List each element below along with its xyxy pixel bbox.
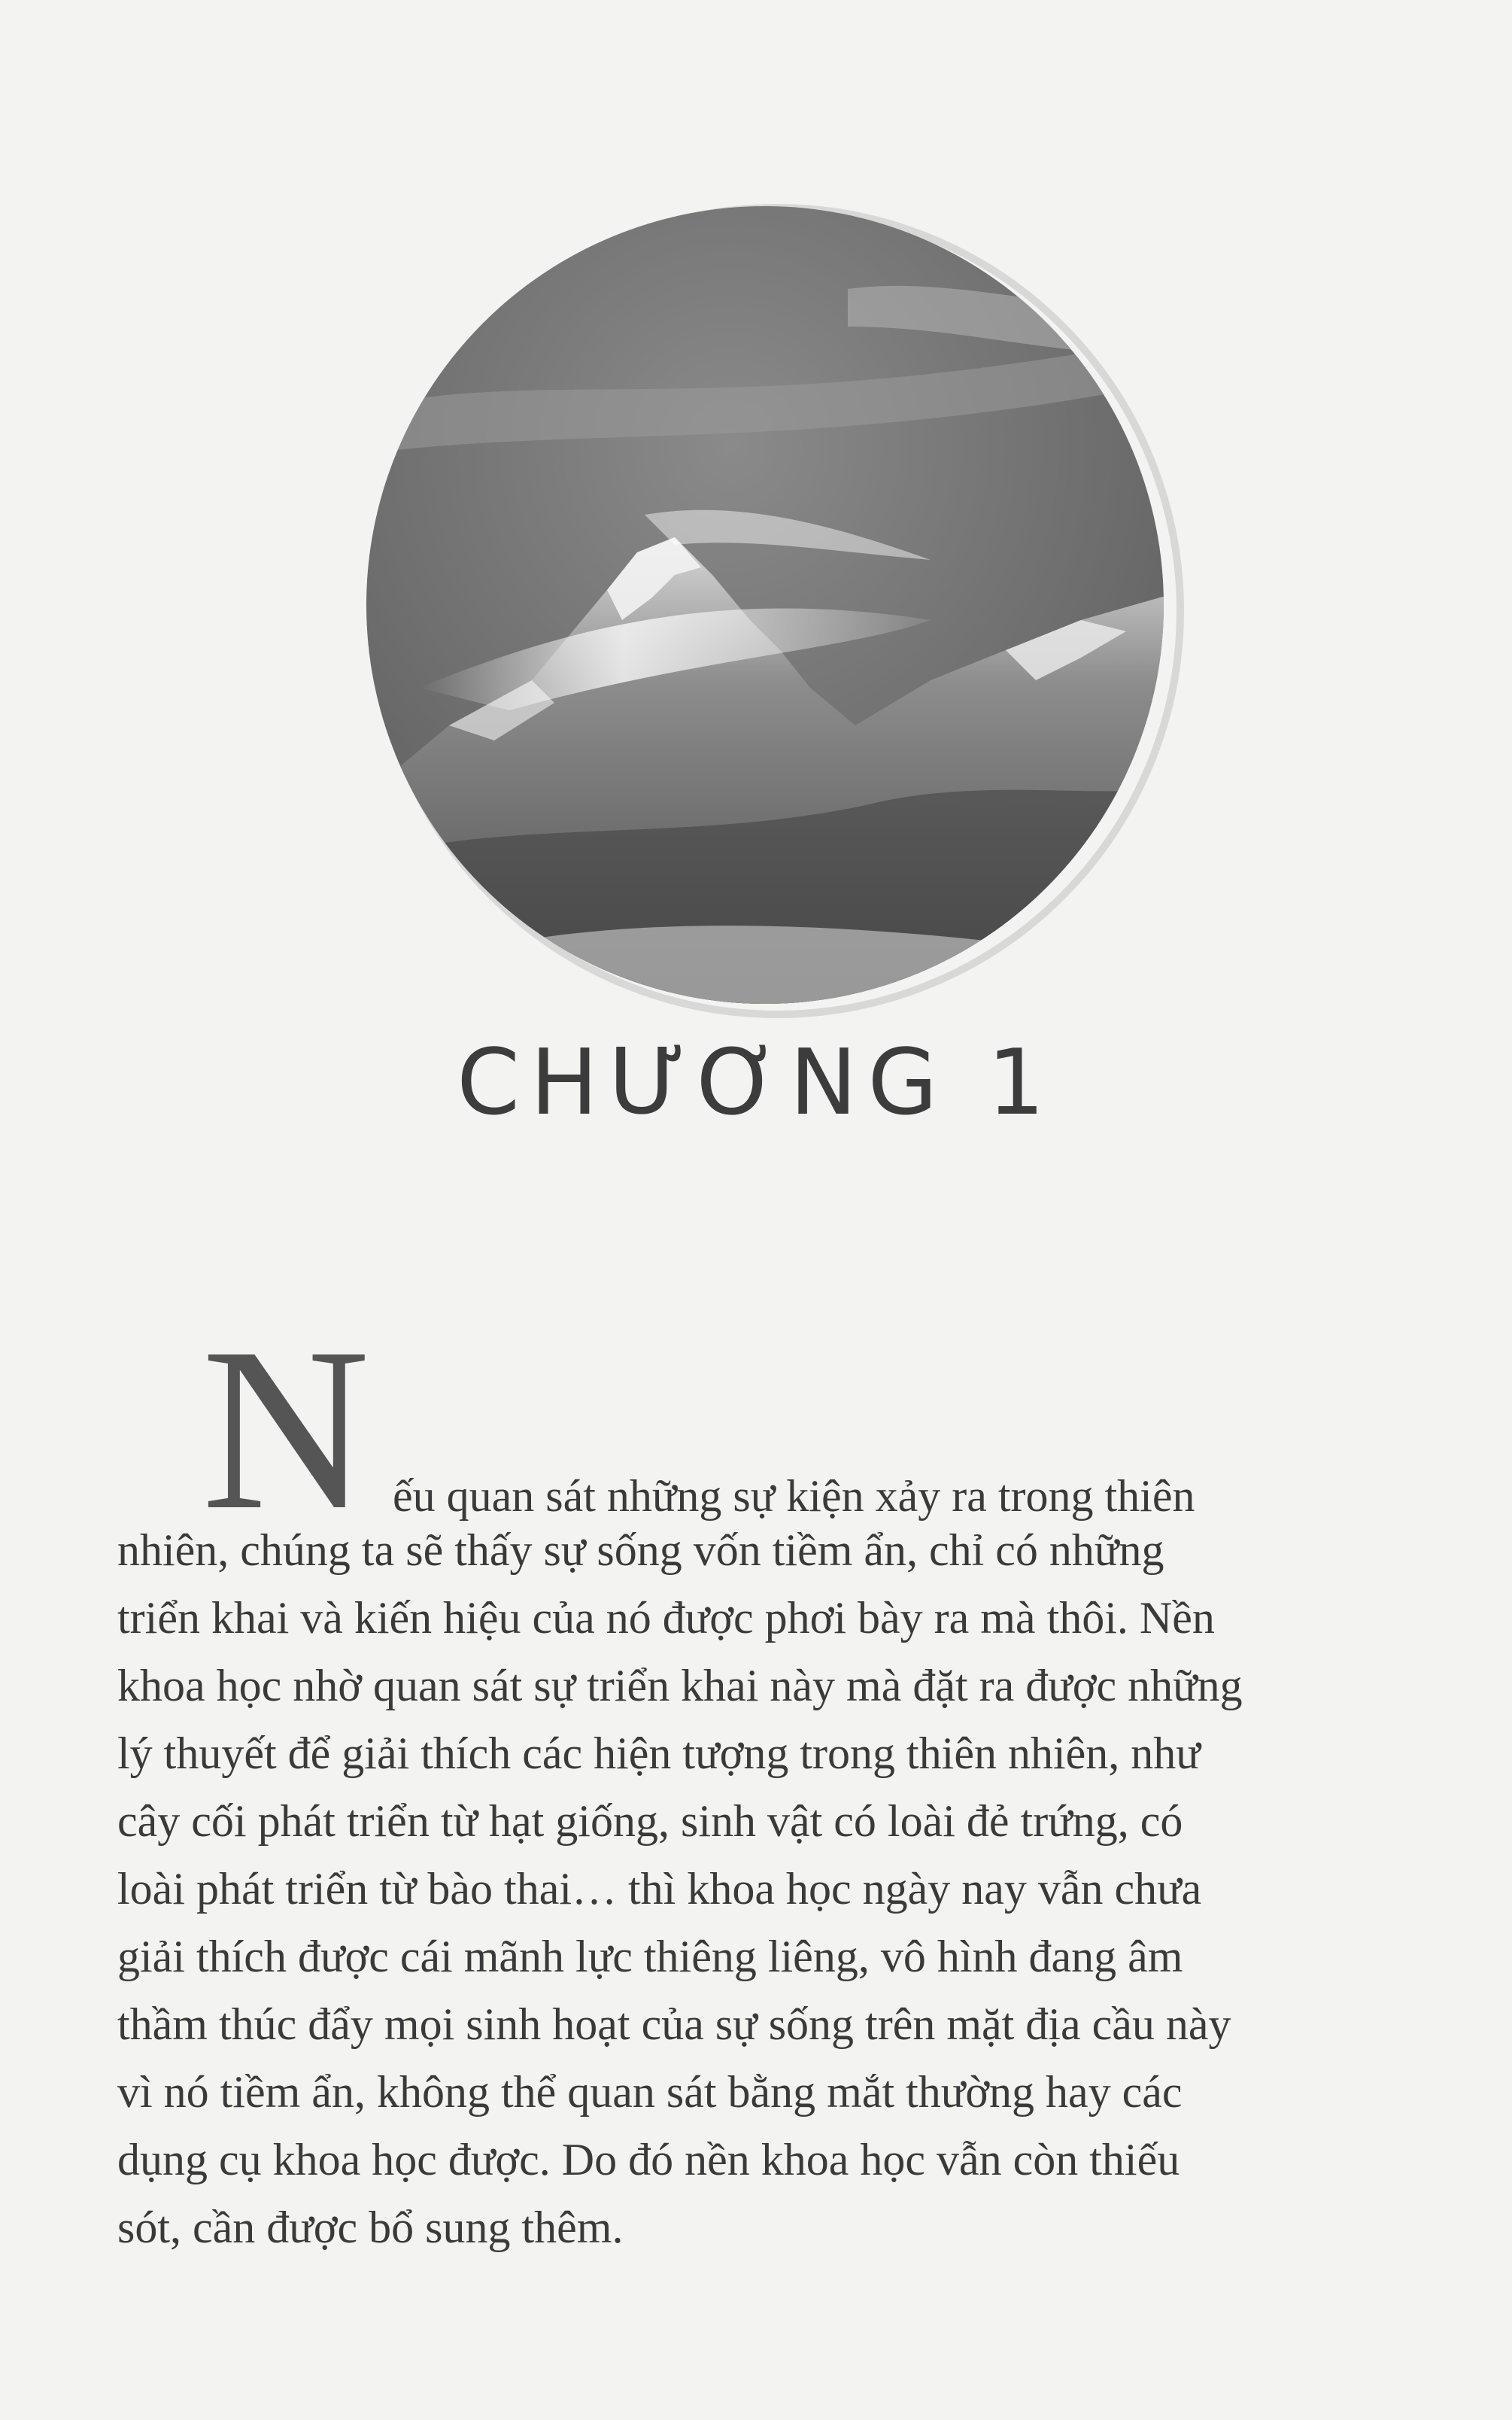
- mountain-circle-illustration: [359, 199, 1186, 1026]
- paragraph-line: dụng cụ khoa học được. Do đó nền khoa học vẫn còn thiếu: [117, 2135, 1180, 2184]
- drop-cap-letter: N: [202, 1300, 370, 1558]
- paragraph-line: loài phát triển từ bào thai… thì khoa học ngày nay vẫn chưa: [117, 1864, 1202, 1914]
- paragraph-line: lý thuyết để giải thích các hiện tượng trong thiên nhiên, như: [117, 1728, 1201, 1778]
- paragraph-line: triển khai và kiến hiệu của nó được phơi bày ra mà thôi. Nền: [117, 1593, 1215, 1643]
- paragraph-line: giải thích được cái mãnh lực thiêng liêng, vô hình đang âm: [117, 1932, 1183, 1981]
- paragraph-line: nhiên, chúng ta sẽ thấy sự sống vốn tiềm ẩn, chỉ có những: [117, 1525, 1164, 1575]
- paragraph-line: khoa học nhờ quan sát sự triển khai này mà đặt ra được những: [117, 1661, 1243, 1710]
- paragraph-line: sót, cần được bổ sung thêm.: [117, 2203, 624, 2252]
- paragraph-line: vì nó tiềm ẩn, không thể quan sát bằng mắt thường hay các: [117, 2067, 1183, 2117]
- paragraph-line: ếu quan sát những sự kiện xảy ra trong thiên: [393, 1471, 1195, 1521]
- paragraph-line: cây cối phát triển từ hạt giống, sinh vật có loài đẻ trứng, có: [117, 1796, 1183, 1846]
- chapter-title: CHƯƠNG 1: [457, 1031, 1055, 1136]
- paragraph-line: thầm thúc đẩy mọi sinh hoạt của sự sống trên mặt địa cầu này: [117, 1999, 1231, 2049]
